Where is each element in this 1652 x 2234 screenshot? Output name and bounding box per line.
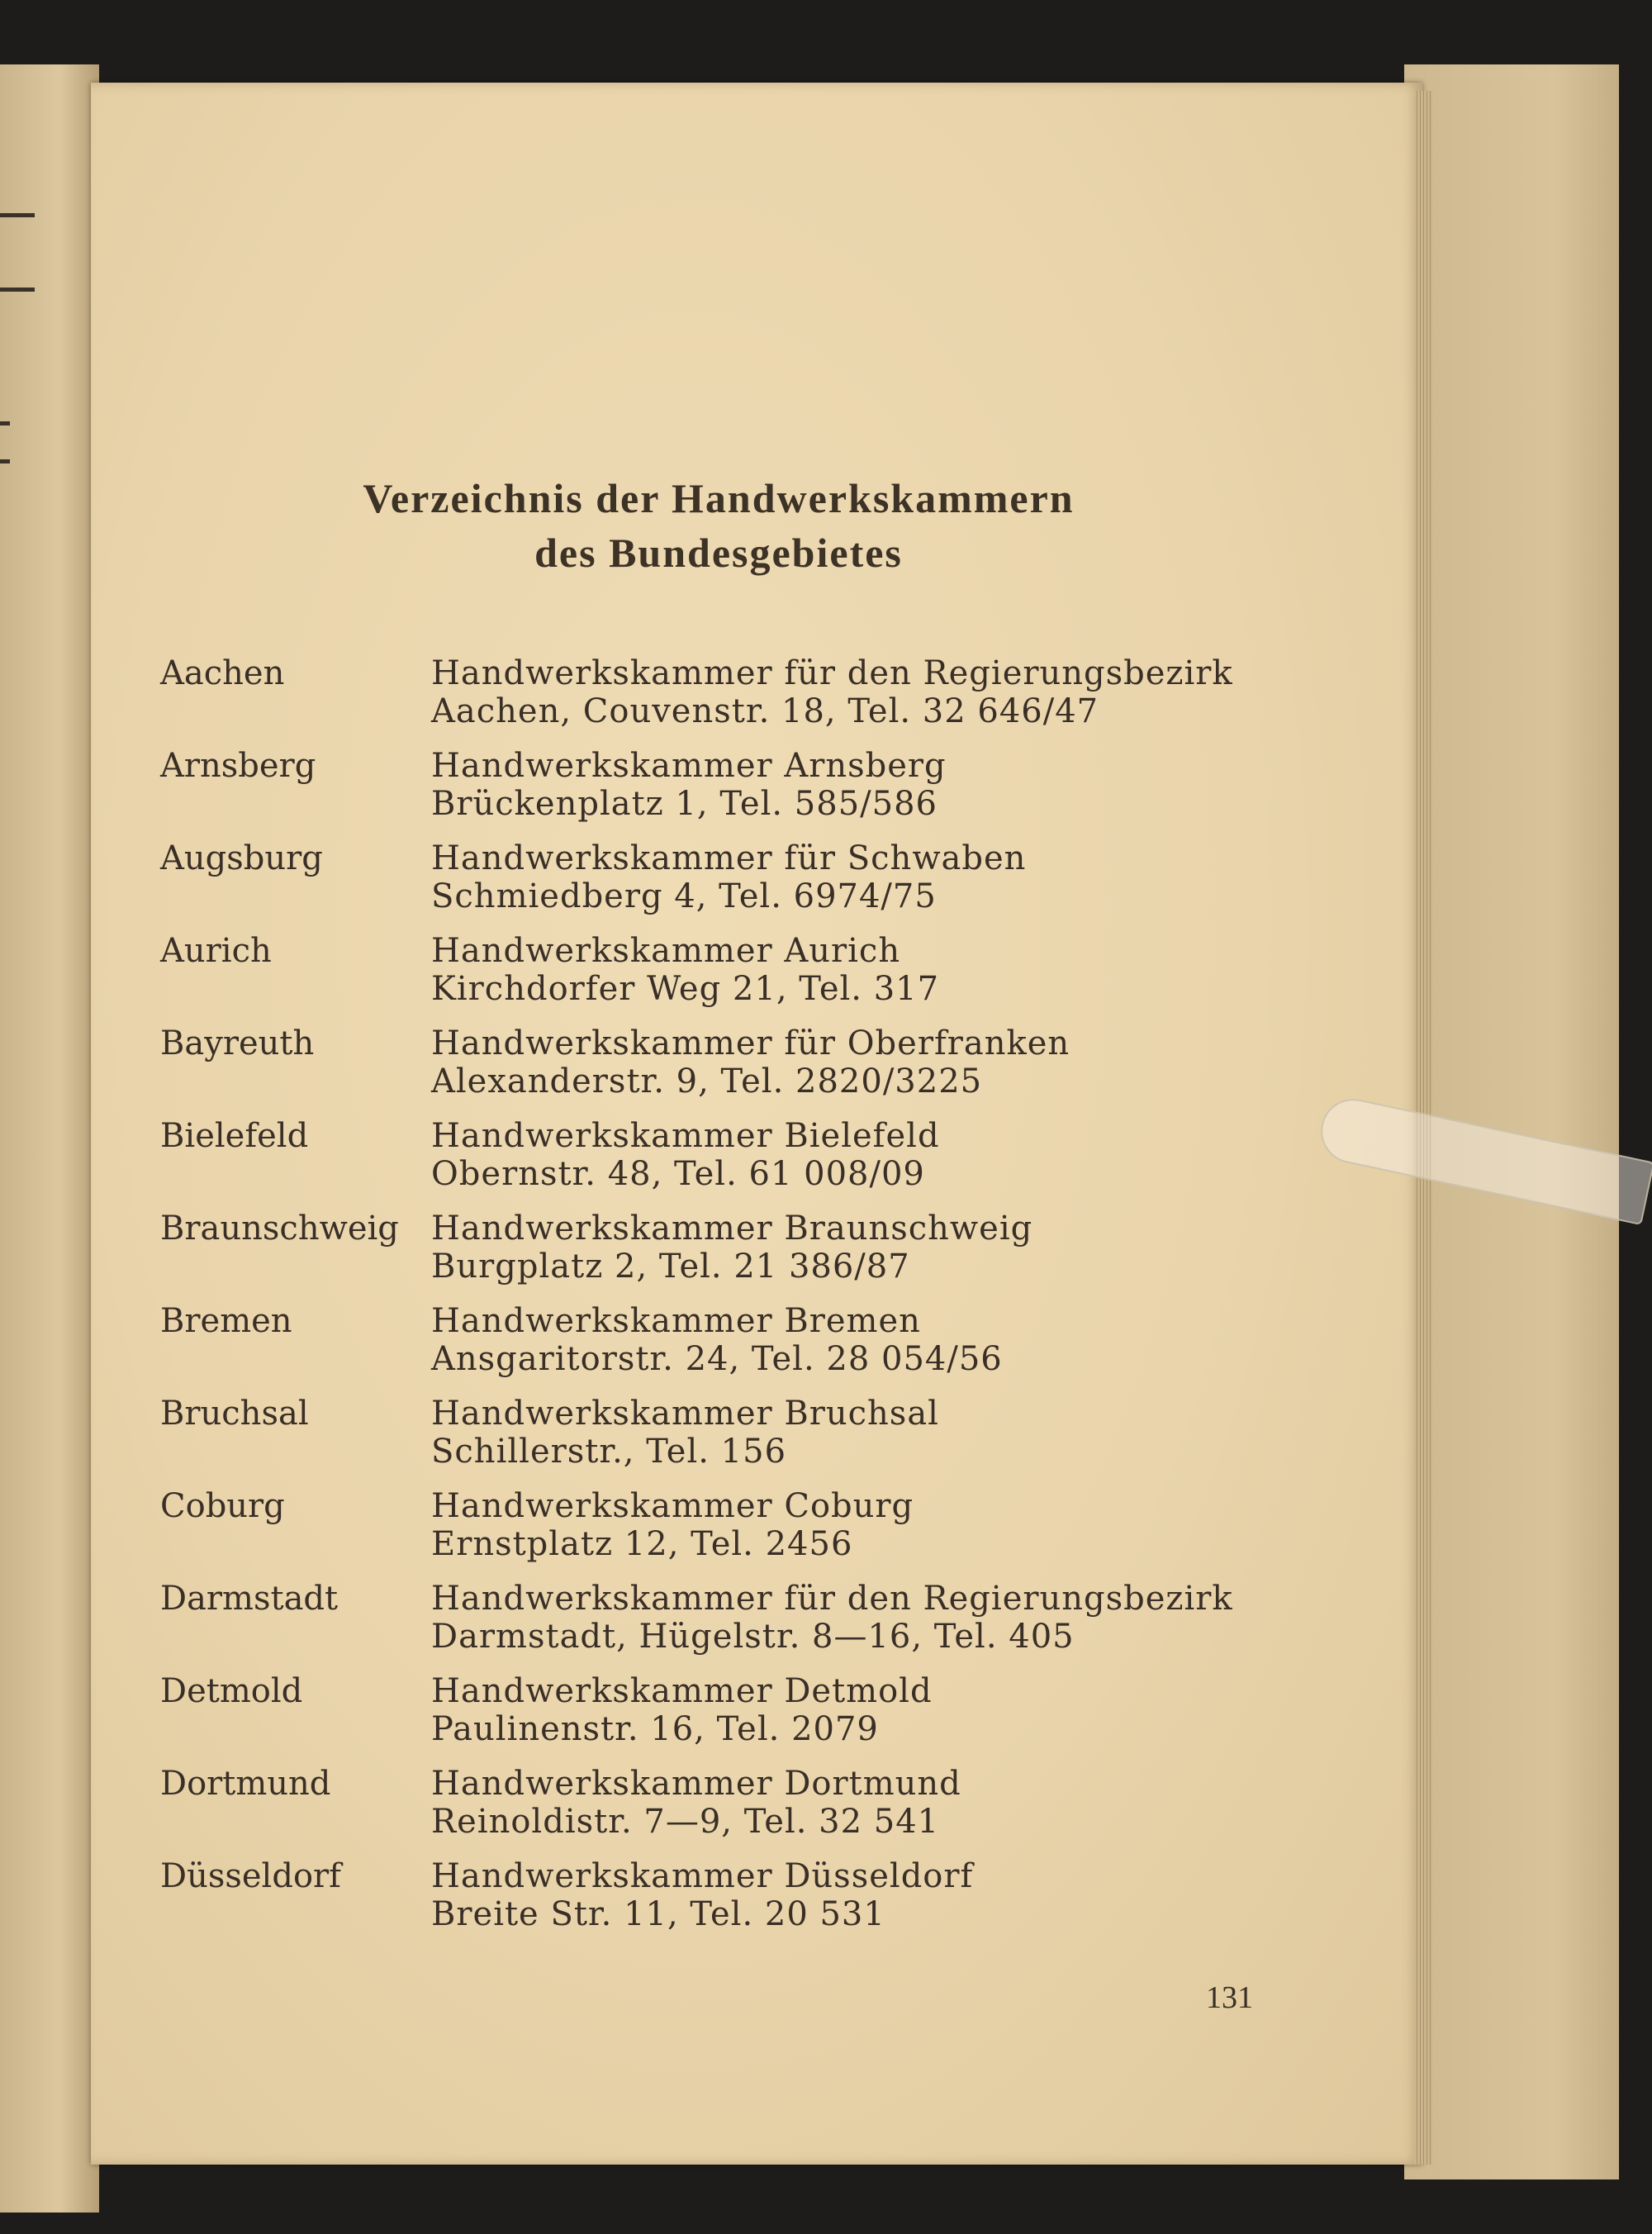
entry-city: Dortmund (160, 1765, 331, 1803)
entry-address (431, 932, 939, 1008)
entry-line-2: Ernstplatz 12, Tel. 2456 (431, 1525, 853, 1563)
entry-address (431, 1024, 1070, 1100)
entry-line-1: Handwerkskammer für Oberfranken (431, 1024, 1070, 1062)
entry-address (431, 1672, 933, 1748)
entry-line-1: Handwerkskammer für den Regierungsbezirk (431, 654, 1233, 692)
entry-line-1: Handwerkskammer Bruchsal (431, 1395, 939, 1433)
entry-address (431, 839, 1026, 915)
entry-city: Darmstadt (160, 1580, 339, 1618)
entry-line-2: Schmiedberg 4, Tel. 6974/75 (431, 877, 937, 915)
entry-line-2: Kirchdorfer Weg 21, Tel. 317 (431, 970, 940, 1008)
entry-line-1: Handwerkskammer Detmold (431, 1672, 933, 1710)
entry-address (431, 1580, 1233, 1656)
entry-line-2: Burgplatz 2, Tel. 21 386/87 (431, 1248, 910, 1286)
entry-line-2: Aachen, Couvenstr. 18, Tel. 32 646/47 (431, 692, 1099, 730)
entry-address (431, 1765, 961, 1841)
entry-address (431, 1117, 940, 1193)
margin-mark (0, 213, 35, 217)
entry-address (431, 1302, 1003, 1378)
margin-mark (0, 459, 10, 463)
entry-city: Aachen (160, 654, 285, 692)
entry-city: Aurich (160, 932, 272, 970)
entry-line-1: Handwerkskammer Bremen (431, 1302, 921, 1340)
entry-line-2: Breite Str. 11, Tel. 20 531 (431, 1895, 885, 1933)
entry-address (431, 1395, 939, 1471)
entry-line-1: Handwerkskammer Braunschweig (431, 1210, 1033, 1248)
entry-line-2: Darmstadt, Hügelstr. 8—16, Tel. 405 (431, 1618, 1075, 1656)
margin-mark (0, 421, 10, 425)
entry-line-1: Handwerkskammer für den Regierungsbezirk (431, 1580, 1233, 1618)
entry-address (431, 1210, 1032, 1286)
entry-city: Coburg (160, 1487, 285, 1525)
entry-line-1: Handwerkskammer für Schwaben (431, 839, 1027, 877)
entry-address (431, 654, 1233, 730)
entry-line-2: Reinoldistr. 7—9, Tel. 32 541 (431, 1803, 940, 1841)
title-line-1: Verzeichnis der Handwerkskammern (363, 475, 1075, 521)
entry-city: Detmold (160, 1672, 303, 1710)
entry-city: Braunschweig (160, 1210, 399, 1248)
entry-line-1: Handwerkskammer Düsseldorf (431, 1857, 974, 1895)
entry-line-2: Ansgaritorstr. 24, Tel. 28 054/56 (431, 1340, 1003, 1378)
entry-line-2: Schillerstr., Tel. 156 (431, 1433, 787, 1471)
entry-address (431, 1487, 914, 1563)
entry-line-1: Handwerkskammer Aurich (431, 932, 901, 970)
entry-address (431, 1857, 973, 1933)
entry-city: Arnsberg (160, 747, 316, 785)
entry-line-1: Handwerkskammer Dortmund (431, 1765, 961, 1803)
entry-city: Düsseldorf (160, 1857, 341, 1895)
entry-city: Bremen (160, 1302, 292, 1340)
title-line-2: des Bundesgebietes (534, 530, 903, 576)
entry-line-1: Handwerkskammer Coburg (431, 1487, 914, 1525)
entry-line-2: Alexanderstr. 9, Tel. 2820/3225 (431, 1062, 983, 1100)
entry-line-2: Obernstr. 48, Tel. 61 008/09 (431, 1155, 925, 1193)
page-number: 131 (1206, 1980, 1253, 2015)
entry-city: Bayreuth (160, 1024, 315, 1062)
entry-city: Augsburg (160, 839, 323, 877)
entry-line-2: Brückenplatz 1, Tel. 585/586 (431, 785, 938, 823)
entry-line-1: Handwerkskammer Arnsberg (431, 747, 947, 785)
entry-city: Bielefeld (160, 1117, 309, 1155)
entry-line-1: Handwerkskammer Bielefeld (431, 1117, 940, 1155)
previous-page-edge (0, 64, 99, 2213)
margin-mark (0, 288, 35, 292)
entry-line-2: Paulinenstr. 16, Tel. 2079 (431, 1710, 879, 1748)
entry-address (431, 747, 947, 823)
entry-city: Bruchsal (160, 1395, 309, 1433)
page-title (0, 471, 1437, 580)
